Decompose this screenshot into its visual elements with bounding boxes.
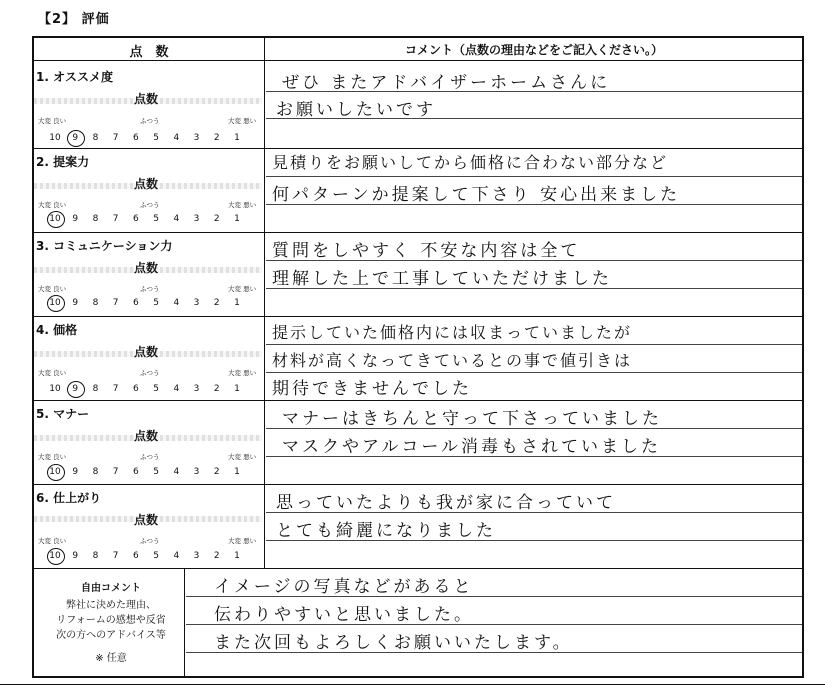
free-comment-label: 次の方へのアドバイス等 bbox=[56, 630, 166, 641]
row-divider bbox=[33, 232, 803, 233]
score-scale bbox=[46, 133, 246, 143]
score-option: 7 bbox=[112, 214, 119, 224]
scale-label-normal: ふつう bbox=[140, 537, 160, 545]
row-divider bbox=[33, 148, 803, 149]
score-option: 6 bbox=[133, 214, 139, 224]
points-label: 点数 bbox=[134, 177, 159, 191]
score-scale bbox=[46, 384, 246, 394]
points-label: 点数 bbox=[134, 345, 159, 359]
score-option: 7 bbox=[112, 133, 119, 143]
score-option: 5 bbox=[153, 467, 159, 477]
handwritten-comment: 材料が高くなってきているとの事で値引きは bbox=[272, 351, 633, 370]
score-option: 5 bbox=[153, 551, 159, 561]
criterion-title: 2. 提案力 bbox=[36, 155, 90, 169]
free-comment-label: ※ 任意 bbox=[95, 653, 127, 664]
free-comment-label: リフォームの感想や反省 bbox=[56, 615, 166, 626]
score-option: 8 bbox=[92, 214, 99, 224]
score-option: 6 bbox=[133, 133, 139, 143]
score-scale bbox=[46, 467, 246, 477]
score-option: 7 bbox=[112, 298, 119, 308]
criterion-title: 5. マナー bbox=[36, 407, 90, 421]
score-option: 7 bbox=[112, 551, 119, 561]
selected-score: 10 bbox=[46, 214, 64, 224]
score-option: 3 bbox=[193, 467, 200, 477]
scale-label-good: 大変 良い bbox=[38, 285, 67, 293]
points-label: 点数 bbox=[134, 429, 159, 443]
score-option: 1 bbox=[234, 133, 240, 143]
score-option: 10 bbox=[49, 384, 61, 394]
points-label: 点数 bbox=[134, 92, 159, 106]
handwritten-comment: マナーはきちんと守って下さっていました bbox=[282, 409, 662, 429]
score-option: 3 bbox=[193, 214, 200, 224]
score-option: 3 bbox=[193, 133, 200, 143]
scale-label-good: 大変 良い bbox=[38, 453, 67, 461]
score-option: 8 bbox=[92, 467, 99, 477]
points-label: 点数 bbox=[134, 261, 159, 275]
section-title: 【2】 評価 bbox=[38, 12, 110, 27]
row-divider bbox=[33, 316, 803, 317]
handwritten-comment: また次回もよろしくお願いいたします。 bbox=[214, 633, 573, 653]
points-label: 点数 bbox=[134, 513, 159, 527]
handwritten-comment: ぜひ またアドバイザーホームさんに bbox=[282, 73, 611, 93]
score-option: 5 bbox=[153, 298, 159, 308]
score-option: 5 bbox=[153, 133, 159, 143]
scale-label-bad: 大変 悪い bbox=[228, 537, 257, 545]
selected-score: 10 bbox=[46, 551, 64, 561]
score-option: 3 bbox=[193, 384, 200, 394]
handwritten-comment: 何パターンか提案して下さり 安心出来ました bbox=[272, 185, 681, 205]
score-option: 7 bbox=[112, 467, 119, 477]
score-option: 1 bbox=[234, 551, 240, 561]
score-option: 4 bbox=[173, 298, 180, 308]
score-option: 6 bbox=[133, 551, 139, 561]
page-bottom-rule bbox=[0, 684, 825, 685]
selected-score: 9 bbox=[66, 133, 84, 143]
score-option: 6 bbox=[133, 298, 139, 308]
score-option: 2 bbox=[213, 133, 220, 143]
free-comment-label: 自由コメント bbox=[81, 583, 141, 594]
scale-label-normal: ふつう bbox=[140, 369, 160, 377]
handwritten-comment: 思っていたよりも我が家に合っていて bbox=[276, 493, 616, 513]
scale-label-normal: ふつう bbox=[140, 201, 160, 209]
free-comment-label: 弊社に決めた理由、 bbox=[66, 600, 156, 611]
score-column-header: 点 数 bbox=[129, 45, 169, 60]
header-divider bbox=[33, 60, 803, 61]
score-scale bbox=[46, 551, 246, 561]
row-divider bbox=[33, 568, 803, 569]
score-option: 4 bbox=[173, 133, 180, 143]
score-option: 4 bbox=[173, 384, 180, 394]
selected-score: 10 bbox=[46, 467, 64, 477]
ruled-line bbox=[266, 176, 802, 177]
handwritten-comment: とても綺麗になりました bbox=[276, 521, 496, 541]
score-option: 7 bbox=[112, 384, 119, 394]
score-option: 5 bbox=[153, 384, 159, 394]
comment-column-header: コメント（点数の理由などをご記入ください。） bbox=[404, 43, 663, 57]
score-option: 1 bbox=[234, 214, 240, 224]
score-option: 1 bbox=[234, 467, 240, 477]
scale-label-good: 大変 良い bbox=[38, 369, 67, 377]
score-option: 10 bbox=[49, 133, 61, 143]
score-option: 6 bbox=[133, 467, 139, 477]
score-option: 8 bbox=[92, 551, 99, 561]
selected-score: 9 bbox=[66, 384, 84, 394]
ruled-line bbox=[266, 344, 802, 345]
scale-label-bad: 大変 悪い bbox=[228, 285, 257, 293]
score-scale bbox=[46, 298, 246, 308]
scale-label-good: 大変 良い bbox=[38, 201, 67, 209]
criterion-title: 3. コミュニケーション力 bbox=[36, 239, 173, 253]
column-divider bbox=[264, 37, 265, 568]
handwritten-comment: マスクやアルコール消毒もされていました bbox=[282, 437, 661, 457]
score-option: 4 bbox=[173, 551, 180, 561]
score-option: 2 bbox=[213, 551, 220, 561]
scale-label-bad: 大変 悪い bbox=[228, 201, 257, 209]
scale-label-good: 大変 良い bbox=[38, 117, 67, 125]
score-option: 8 bbox=[92, 384, 99, 394]
score-option: 3 bbox=[193, 298, 200, 308]
score-option: 1 bbox=[234, 298, 240, 308]
score-option: 2 bbox=[213, 384, 220, 394]
score-option: 2 bbox=[213, 467, 220, 477]
criterion-title: 4. 価格 bbox=[36, 323, 78, 337]
handwritten-comment: 見積りをお願いしてから価格に合わない部分など bbox=[272, 153, 669, 172]
score-option: 9 bbox=[72, 214, 79, 224]
score-option: 8 bbox=[92, 133, 99, 143]
scale-label-normal: ふつう bbox=[140, 453, 160, 461]
score-option: 9 bbox=[72, 298, 79, 308]
scale-label-normal: ふつう bbox=[140, 117, 160, 125]
selected-score: 10 bbox=[46, 298, 64, 308]
score-option: 2 bbox=[213, 214, 220, 224]
score-option: 5 bbox=[153, 214, 159, 224]
scale-label-bad: 大変 悪い bbox=[228, 369, 257, 377]
handwritten-comment: 期待できませんでした bbox=[272, 379, 472, 399]
score-option: 6 bbox=[133, 384, 139, 394]
handwritten-comment: 提示していた価格内には収まっていましたが bbox=[272, 323, 633, 342]
scale-label-bad: 大変 悪い bbox=[228, 453, 257, 461]
handwritten-comment: 伝わりやすいと思いました。 bbox=[214, 605, 474, 625]
score-option: 2 bbox=[213, 298, 220, 308]
score-option: 8 bbox=[92, 298, 99, 308]
ruled-line bbox=[266, 372, 802, 373]
handwritten-comment: イメージの写真などがあると bbox=[214, 577, 474, 597]
row-divider bbox=[33, 484, 803, 485]
row-divider bbox=[33, 400, 803, 401]
score-option: 4 bbox=[173, 467, 180, 477]
score-option: 1 bbox=[234, 384, 240, 394]
scale-label-bad: 大変 悪い bbox=[228, 117, 257, 125]
scale-label-normal: ふつう bbox=[140, 285, 160, 293]
handwritten-comment: 理解した上で工事していただけました bbox=[272, 269, 612, 289]
score-scale bbox=[46, 214, 246, 224]
score-option: 9 bbox=[72, 551, 79, 561]
score-option: 9 bbox=[72, 467, 79, 477]
criterion-title: 1. オススメ度 bbox=[36, 70, 113, 84]
score-option: 4 bbox=[173, 214, 180, 224]
criterion-title: 6. 仕上がり bbox=[36, 491, 102, 505]
handwritten-comment: お願いしたいです bbox=[276, 100, 436, 120]
score-option: 3 bbox=[193, 551, 200, 561]
scale-label-good: 大変 良い bbox=[38, 537, 67, 545]
handwritten-comment: 質問をしやすく 不安な内容は全て bbox=[272, 241, 581, 261]
